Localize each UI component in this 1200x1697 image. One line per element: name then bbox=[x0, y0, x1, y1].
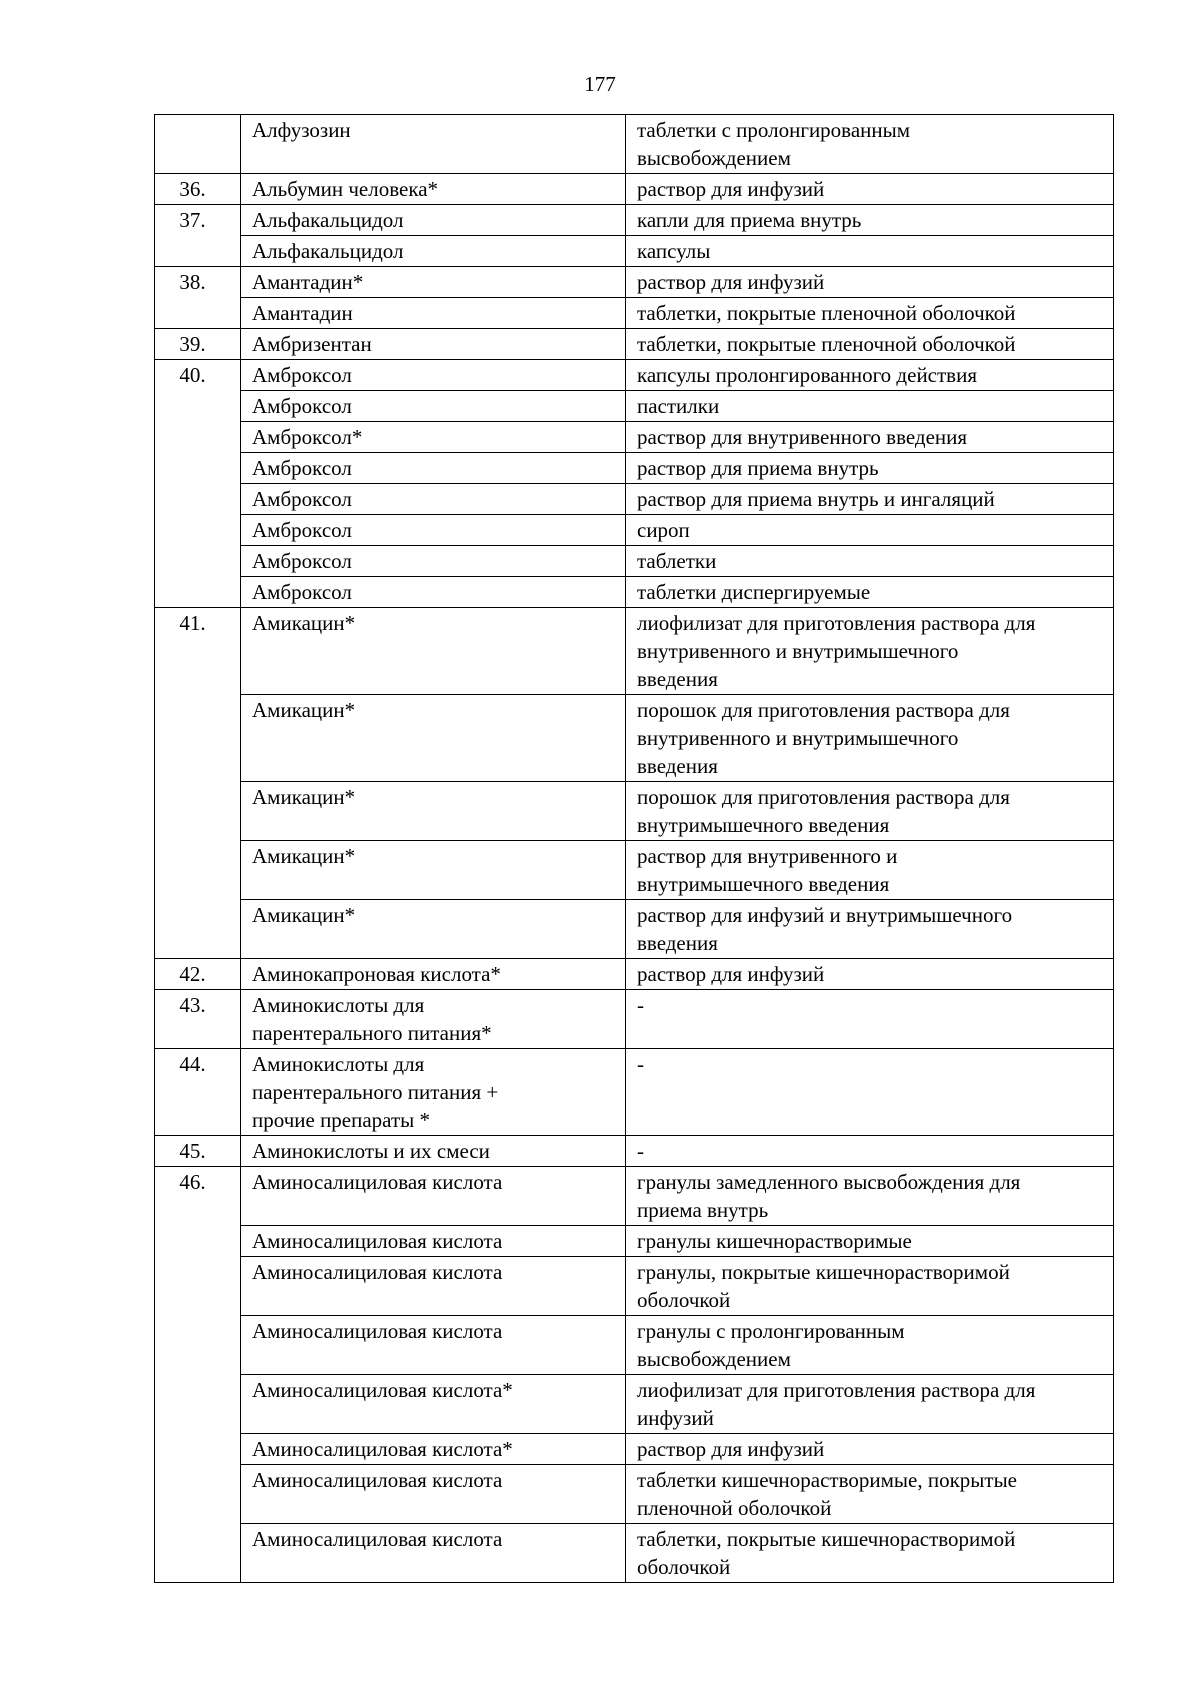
table-row bbox=[155, 298, 1114, 329]
row-number-cell: 38. bbox=[155, 267, 241, 298]
drug-name-cell: Амброксол bbox=[241, 391, 626, 422]
table-row bbox=[155, 1257, 1114, 1316]
table-row bbox=[155, 329, 1114, 360]
row-number-cell bbox=[155, 515, 241, 546]
row-number-cell bbox=[155, 1524, 241, 1583]
drug-name-cell: Амброксол* bbox=[241, 422, 626, 453]
table-row bbox=[155, 900, 1114, 959]
dosage-form-cell: порошок для приготовления раствора для внутривенного и внутримышечного введения bbox=[626, 695, 1114, 782]
row-number-cell bbox=[155, 695, 241, 782]
table-row bbox=[155, 546, 1114, 577]
dosage-form-cell: капсулы пролонгированного действия bbox=[626, 360, 1114, 391]
drug-name-cell: Аминокислоты и их смеси bbox=[241, 1136, 626, 1167]
table-row bbox=[155, 608, 1114, 695]
table-row bbox=[155, 695, 1114, 782]
row-number-cell: 41. bbox=[155, 608, 241, 695]
dosage-form-cell: капли для приема внутрь bbox=[626, 205, 1114, 236]
row-number-cell: 44. bbox=[155, 1049, 241, 1136]
row-number-cell bbox=[155, 1375, 241, 1434]
row-number-cell bbox=[155, 841, 241, 900]
drug-name-cell: Аминосалициловая кислота bbox=[241, 1465, 626, 1524]
row-number-cell bbox=[155, 453, 241, 484]
table-row bbox=[155, 959, 1114, 990]
page-number: 177 bbox=[584, 72, 616, 96]
dosage-form-cell: - bbox=[626, 1136, 1114, 1167]
drug-name-cell: Алфузозин bbox=[241, 115, 626, 174]
dosage-form-cell: - bbox=[626, 990, 1114, 1049]
row-number-cell bbox=[155, 115, 241, 174]
dosage-form-cell: гранулы замедленного высвобождения для приема внутрь bbox=[626, 1167, 1114, 1226]
table-row bbox=[155, 841, 1114, 900]
drug-name-cell: Амброксол bbox=[241, 484, 626, 515]
drug-name-cell: Амантадин* bbox=[241, 267, 626, 298]
dosage-form-cell: пастилки bbox=[626, 391, 1114, 422]
drug-name-cell: Амброксол bbox=[241, 577, 626, 608]
dosage-form-cell: раствор для инфузий bbox=[626, 959, 1114, 990]
table-row bbox=[155, 391, 1114, 422]
drug-name-cell: Аминосалициловая кислота bbox=[241, 1524, 626, 1583]
drug-name-cell: Аминосалициловая кислота bbox=[241, 1316, 626, 1375]
dosage-form-cell: гранулы, покрытые кишечнорастворимой оболочкой bbox=[626, 1257, 1114, 1316]
row-number-cell: 37. bbox=[155, 205, 241, 236]
row-number-cell: 43. bbox=[155, 990, 241, 1049]
drug-table bbox=[154, 114, 1114, 1583]
drug-name-cell: Альбумин человека* bbox=[241, 174, 626, 205]
row-number-cell bbox=[155, 484, 241, 515]
drug-name-cell: Аминосалициловая кислота bbox=[241, 1226, 626, 1257]
table-row bbox=[155, 1465, 1114, 1524]
table-row bbox=[155, 205, 1114, 236]
table-row bbox=[155, 990, 1114, 1049]
row-number-cell bbox=[155, 298, 241, 329]
dosage-form-cell: таблетки с пролонгированным высвобождением bbox=[626, 115, 1114, 174]
table-row bbox=[155, 577, 1114, 608]
row-number-cell bbox=[155, 577, 241, 608]
dosage-form-cell: сироп bbox=[626, 515, 1114, 546]
drug-name-cell: Амброксол bbox=[241, 546, 626, 577]
dosage-form-cell: таблетки, покрытые кишечнорастворимой оболочкой bbox=[626, 1524, 1114, 1583]
table-row bbox=[155, 174, 1114, 205]
row-number-cell: 40. bbox=[155, 360, 241, 391]
row-number-cell: 46. bbox=[155, 1167, 241, 1226]
table-row bbox=[155, 1316, 1114, 1375]
dosage-form-cell: порошок для приготовления раствора для внутримышечного введения bbox=[626, 782, 1114, 841]
drug-name-cell: Аминосалициловая кислота bbox=[241, 1257, 626, 1316]
drug-name-cell: Аминосалициловая кислота* bbox=[241, 1375, 626, 1434]
row-number-cell bbox=[155, 546, 241, 577]
row-number-cell bbox=[155, 391, 241, 422]
table-row bbox=[155, 267, 1114, 298]
drug-name-cell: Амикацин* bbox=[241, 695, 626, 782]
drug-name-cell: Амикацин* bbox=[241, 782, 626, 841]
table-row bbox=[155, 1524, 1114, 1583]
drug-name-cell: Амикацин* bbox=[241, 900, 626, 959]
dosage-form-cell: раствор для инфузий bbox=[626, 1434, 1114, 1465]
table-row bbox=[155, 1049, 1114, 1136]
drug-table-body bbox=[155, 115, 1114, 1583]
drug-name-cell: Амбризентан bbox=[241, 329, 626, 360]
table-row bbox=[155, 422, 1114, 453]
drug-name-cell: Альфакальцидол bbox=[241, 205, 626, 236]
dosage-form-cell: раствор для инфузий bbox=[626, 267, 1114, 298]
drug-name-cell: Аминокапроновая кислота* bbox=[241, 959, 626, 990]
drug-name-cell: Амантадин bbox=[241, 298, 626, 329]
table-row bbox=[155, 1136, 1114, 1167]
dosage-form-cell: раствор для приема внутрь bbox=[626, 453, 1114, 484]
table-row bbox=[155, 782, 1114, 841]
drug-name-cell: Амброксол bbox=[241, 360, 626, 391]
dosage-form-cell: гранулы с пролонгированным высвобождением bbox=[626, 1316, 1114, 1375]
dosage-form-cell: таблетки bbox=[626, 546, 1114, 577]
row-number-cell bbox=[155, 236, 241, 267]
dosage-form-cell: гранулы кишечнорастворимые bbox=[626, 1226, 1114, 1257]
row-number-cell: 36. bbox=[155, 174, 241, 205]
drug-name-cell: Альфакальцидол bbox=[241, 236, 626, 267]
row-number-cell: 42. bbox=[155, 959, 241, 990]
table-row bbox=[155, 1226, 1114, 1257]
drug-name-cell: Аминокислоты для парентерального питания + прочие препараты * bbox=[241, 1049, 626, 1136]
table-row bbox=[155, 115, 1114, 174]
drug-name-cell: Амикацин* bbox=[241, 841, 626, 900]
dosage-form-cell: раствор для приема внутрь и ингаляций bbox=[626, 484, 1114, 515]
table-row bbox=[155, 1167, 1114, 1226]
dosage-form-cell: таблетки кишечнорастворимые, покрытые пленочной оболочкой bbox=[626, 1465, 1114, 1524]
drug-name-cell: Амброксол bbox=[241, 515, 626, 546]
table-row bbox=[155, 484, 1114, 515]
dosage-form-cell: таблетки, покрытые пленочной оболочкой bbox=[626, 329, 1114, 360]
row-number-cell bbox=[155, 1465, 241, 1524]
drug-name-cell: Аминосалициловая кислота* bbox=[241, 1434, 626, 1465]
dosage-form-cell: - bbox=[626, 1049, 1114, 1136]
row-number-cell bbox=[155, 1226, 241, 1257]
drug-name-cell: Аминосалициловая кислота bbox=[241, 1167, 626, 1226]
dosage-form-cell: капсулы bbox=[626, 236, 1114, 267]
dosage-form-cell: раствор для инфузий bbox=[626, 174, 1114, 205]
table-row bbox=[155, 1434, 1114, 1465]
drug-name-cell: Аминокислоты для парентерального питания* bbox=[241, 990, 626, 1049]
row-number-cell bbox=[155, 900, 241, 959]
row-number-cell: 45. bbox=[155, 1136, 241, 1167]
dosage-form-cell: раствор для инфузий и внутримышечного введения bbox=[626, 900, 1114, 959]
dosage-form-cell: лиофилизат для приготовления раствора для инфузий bbox=[626, 1375, 1114, 1434]
dosage-form-cell: таблетки, покрытые пленочной оболочкой bbox=[626, 298, 1114, 329]
drug-name-cell: Амикацин* bbox=[241, 608, 626, 695]
row-number-cell bbox=[155, 1434, 241, 1465]
row-number-cell bbox=[155, 1316, 241, 1375]
drug-name-cell: Амброксол bbox=[241, 453, 626, 484]
row-number-cell bbox=[155, 782, 241, 841]
table-row bbox=[155, 360, 1114, 391]
table-row bbox=[155, 236, 1114, 267]
table-row bbox=[155, 515, 1114, 546]
row-number-cell bbox=[155, 422, 241, 453]
row-number-cell bbox=[155, 1257, 241, 1316]
dosage-form-cell: таблетки диспергируемые bbox=[626, 577, 1114, 608]
dosage-form-cell: лиофилизат для приготовления раствора для внутривенного и внутримышечного введения bbox=[626, 608, 1114, 695]
table-row bbox=[155, 1375, 1114, 1434]
dosage-form-cell: раствор для внутривенного и внутримышечного введения bbox=[626, 841, 1114, 900]
table-row bbox=[155, 453, 1114, 484]
dosage-form-cell: раствор для внутривенного введения bbox=[626, 422, 1114, 453]
row-number-cell: 39. bbox=[155, 329, 241, 360]
